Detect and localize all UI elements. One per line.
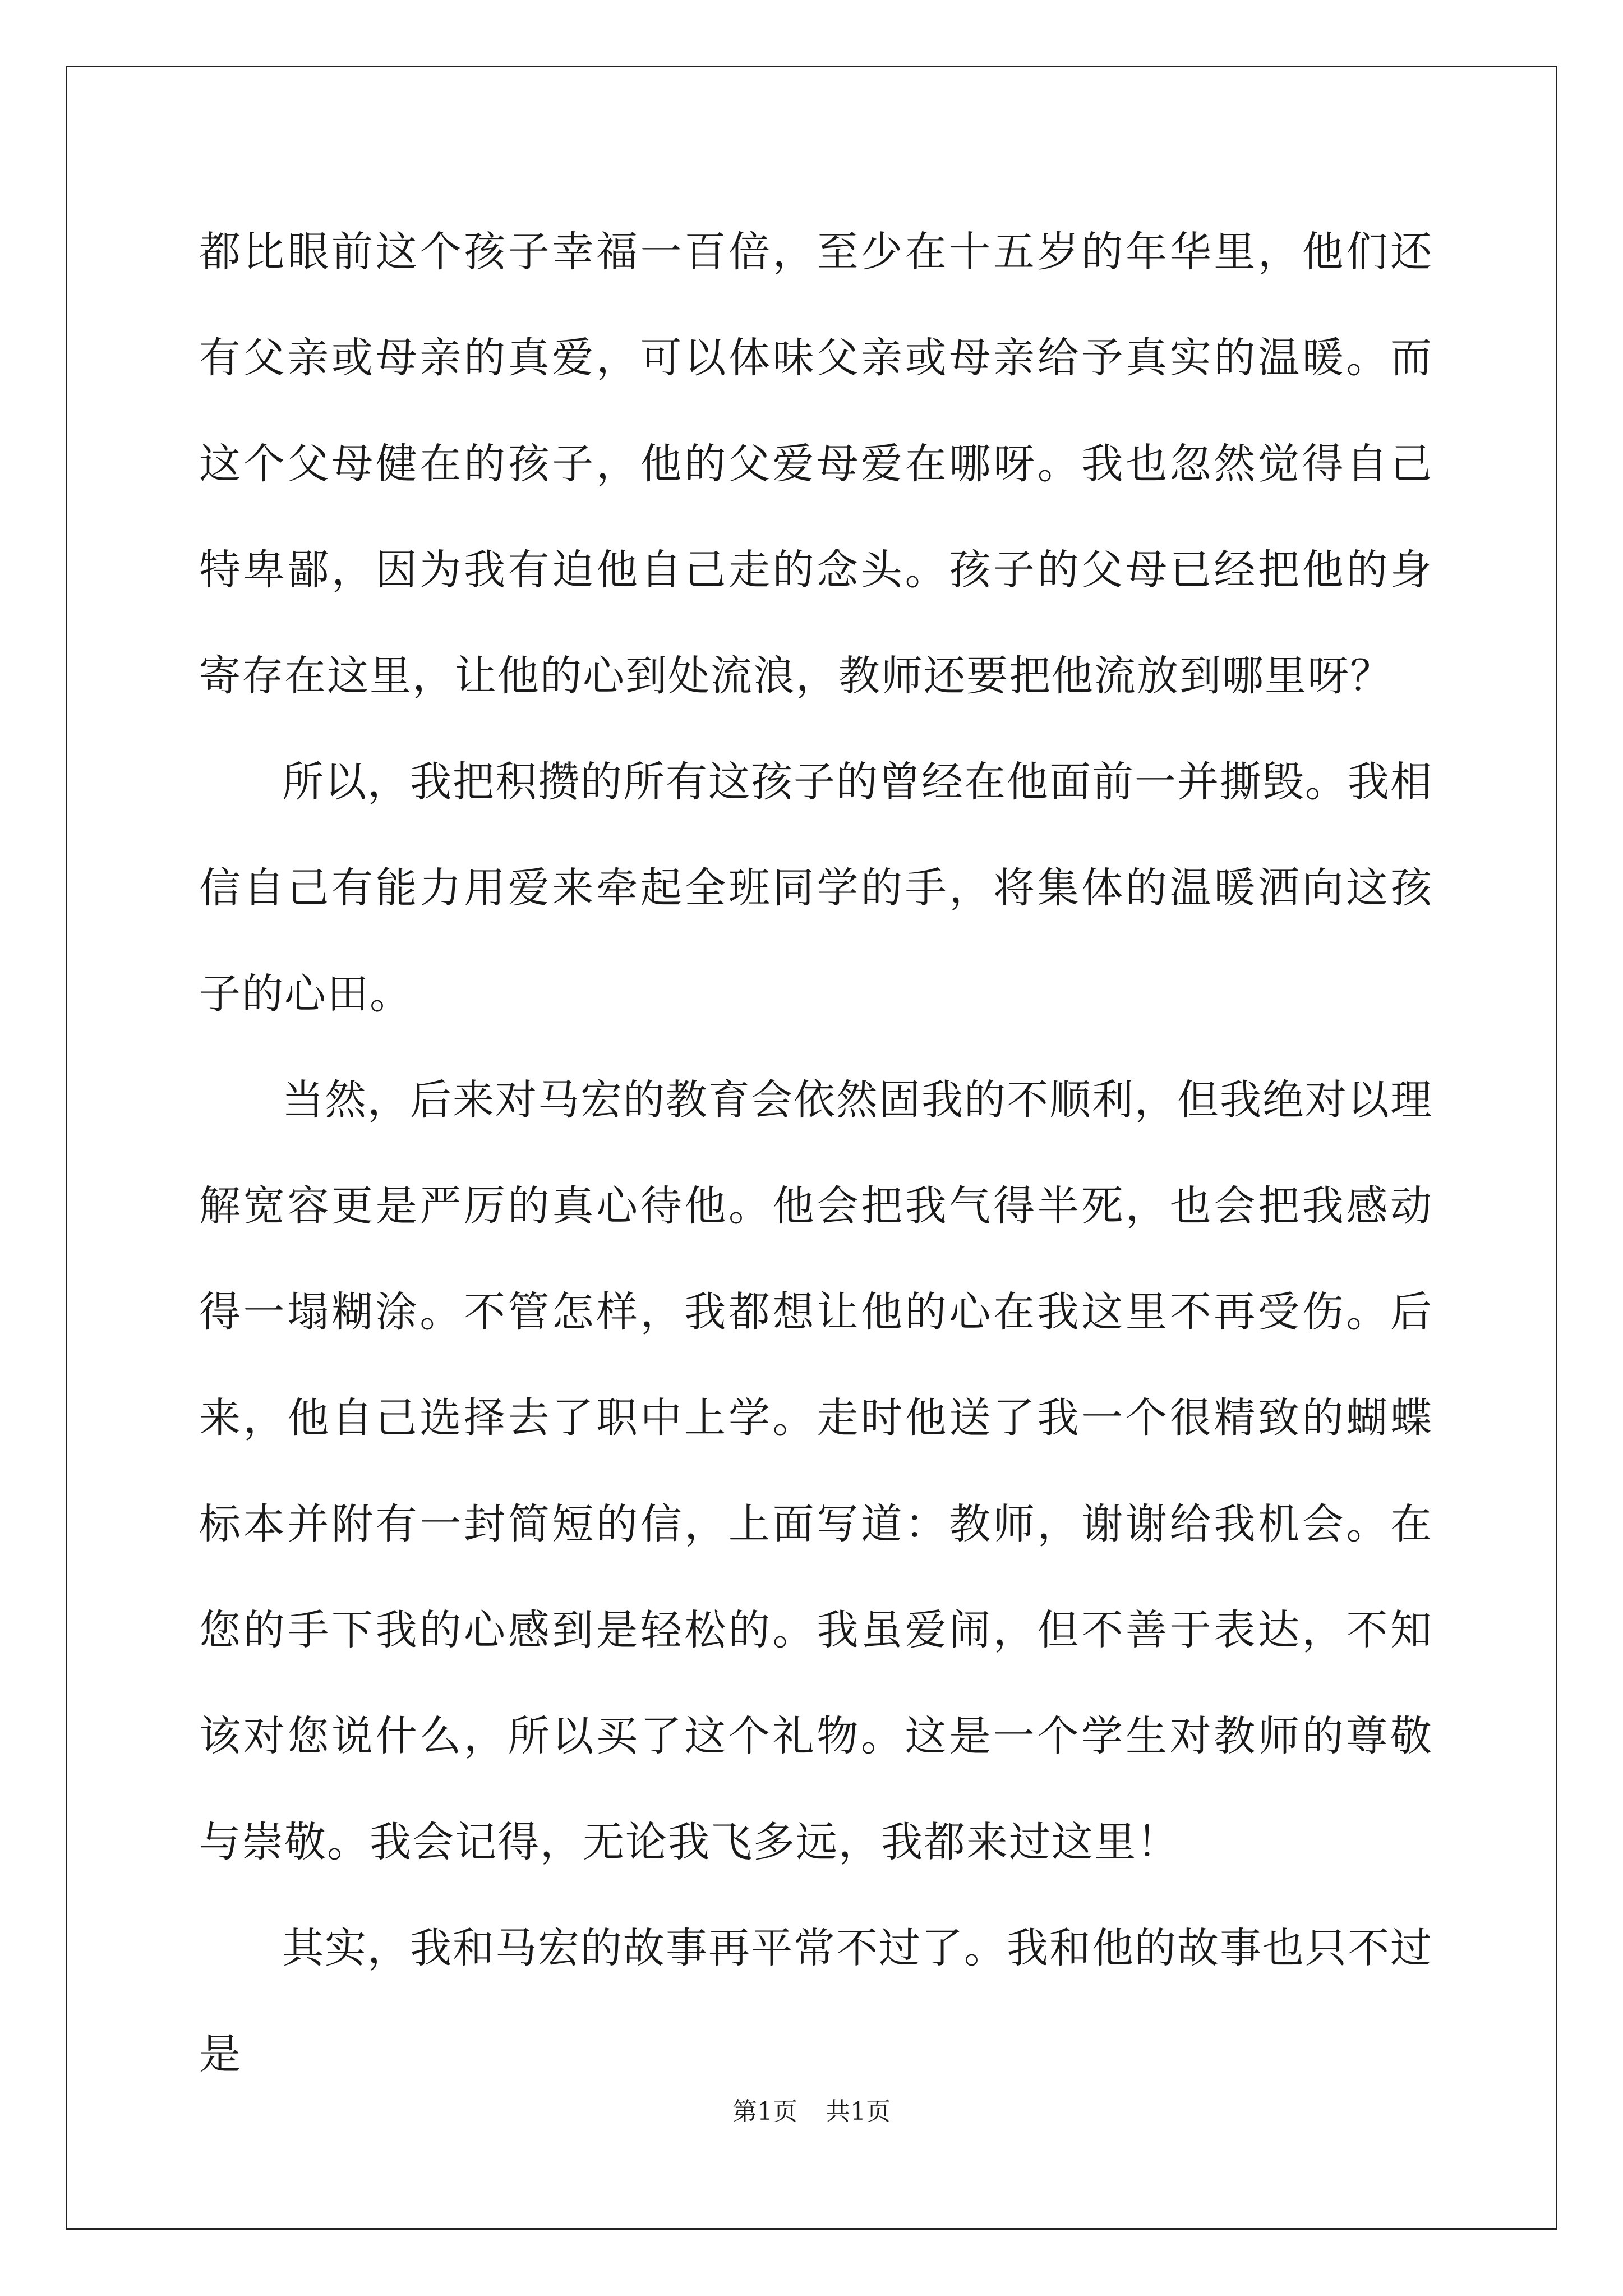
paragraph-1: 都比眼前这个孩子幸福一百倍，至少在十五岁的年华里，他们还有父亲或母亲的真爱，可以体味父亲或母亲给予真实的温暖。而这个父母健在的孩子，他的父爱母爱在哪呀。我也忽然觉得自己特卑鄙，因为我有迫他自己走的念头。孩子的父母已经把他的身寄存在这里，让他的心到处流浪，教师还要把他流放到哪里呀？ xyxy=(199,228,1433,700)
paragraph-4: 其实，我和马宏的故事再平常不过了。我和他的故事也只不过是 xyxy=(199,1924,1433,2078)
page-number-current: 第1页 xyxy=(732,2097,797,2126)
document-body xyxy=(199,199,1433,2108)
page-number-total: 共1页 xyxy=(826,2097,891,2126)
page-footer xyxy=(0,2091,1623,2127)
paragraph-3: 当然，后来对马宏的教育会依然固我的不顺利，但我绝对以理解宽容更是严厉的真心待他。他会把我气得半死，也会把我感动得一塌糊涂。不管怎样，我都想让他的心在我这里不再受伤。后来，他自己选择去了职中上学。走时他送了我一个很精致的蝴蝶标本并附有一封简短的信，上面写道：教师，谢谢给我机会。在您的手下我的心感到是轻松的。我虽爱闹，但不善于表达，不知该对您说什么，所以买了这个礼物。这是一个学生对教师的尊敬与崇敬。我会记得，无论我飞多远，我都来过这里！ xyxy=(199,1076,1433,1866)
paragraph-2: 所以，我把积攒的所有这孩子的曾经在他面前一并撕毁。我相信自己有能力用爱来牵起全班同学的手，将集体的温暖洒向这孩子的心田。 xyxy=(199,758,1433,1018)
